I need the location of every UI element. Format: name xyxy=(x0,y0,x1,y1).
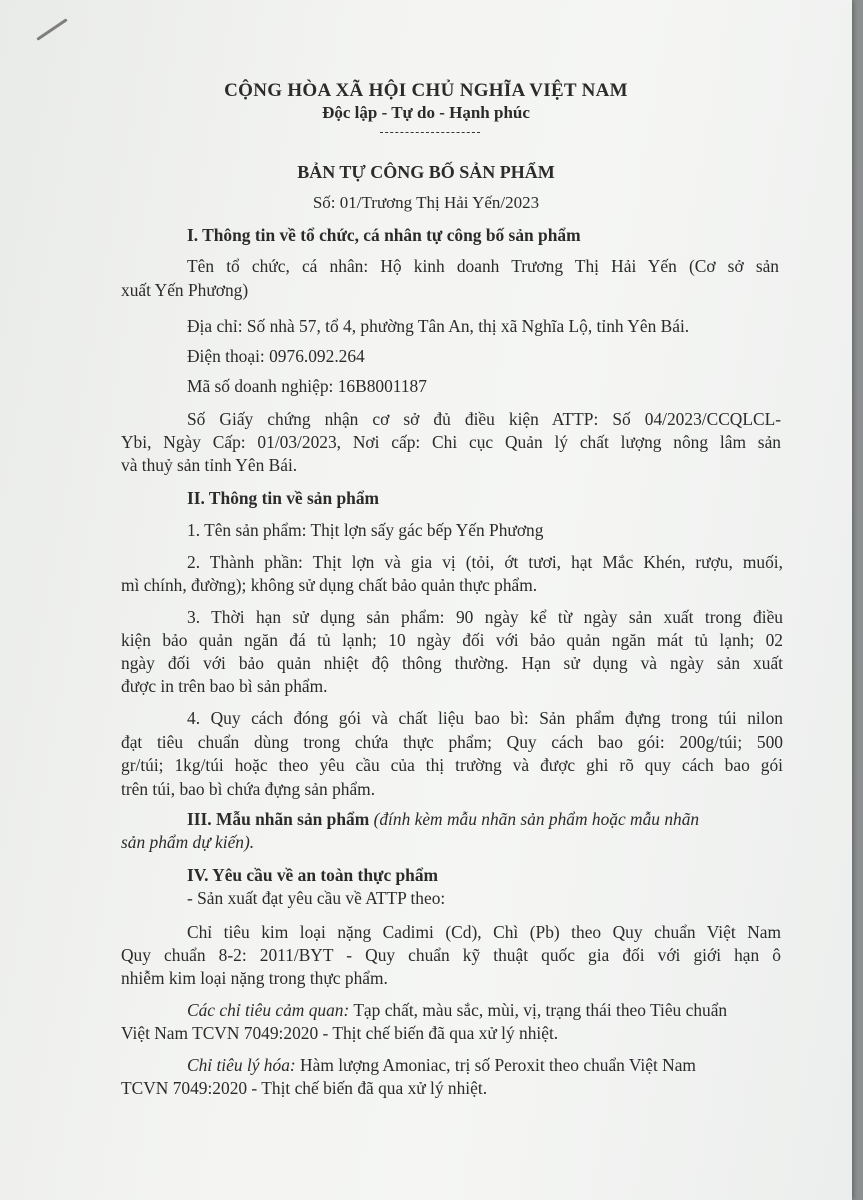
section1-heading: I. Thông tin về tổ chức, cá nhân tự công bố sản phẩm xyxy=(187,225,581,245)
heavy-metal-line1: Chỉ tiêu kim loại nặng Cadimi (Cd), Chì (Pb) theo Quy chuẩn Việt Nam xyxy=(187,922,781,942)
document-title: BẢN TỰ CÔNG BỐ SẢN PHẨM xyxy=(297,162,555,182)
ingredients-line2: mì chính, đường); không sử dụng chất bảo quản thực phẩm. xyxy=(121,575,538,595)
cert-line1: Số Giấy chứng nhận cơ sở đủ điều kiện ATTP: Số 04/2023/CCQLCL- xyxy=(187,409,781,429)
business-code: Mã số doanh nghiệp: 16B8001187 xyxy=(187,376,427,396)
org-name-line1: Tên tổ chức, cá nhân: Hộ kinh doanh Trương Thị Hải Yến (Cơ sở sản xyxy=(187,256,779,276)
safety-intro: - Sản xuất đạt yêu cầu về ATTP theo: xyxy=(187,888,446,908)
shelf-life-line1: 3. Thời hạn sử dụng sản phẩm: 90 ngày kể từ ngày sản xuất trong điều xyxy=(187,607,783,627)
org-name-line2: xuất Yến Phương) xyxy=(121,280,249,300)
label-note-line2: sản phẩm dự kiến). xyxy=(121,832,255,852)
section4-heading: IV. Yêu cầu về an toàn thực phẩm xyxy=(187,865,439,885)
section3-line1 xyxy=(187,808,699,830)
divider xyxy=(380,132,480,133)
packaging-line4: trên túi, bao bì chứa đựng sản phẩm. xyxy=(121,779,376,799)
sensory-line2: Việt Nam TCVN 7049:2020 - Thịt chế biến đã qua xử lý nhiệt. xyxy=(121,1023,559,1043)
product-name: 1. Tên sản phẩm: Thịt lợn sấy gác bếp Yến Phương xyxy=(187,520,544,540)
sensory-text: Tạp chất, màu sắc, mùi, vị, trạng thái theo Tiêu chuẩn xyxy=(349,1000,728,1020)
shelf-life-line2: kiện bảo quản ngăn đá tủ lạnh; 10 ngày đối với bảo quản ngăn mát tủ lạnh; 02 xyxy=(121,630,783,650)
packaging-line2: đạt tiêu chuẩn dùng trong chứa thực phẩm; Quy cách bao gói: 200g/túi; 500 xyxy=(121,732,783,752)
chem-line1 xyxy=(187,1054,696,1076)
heavy-metal-line3: nhiễm kim loại nặng trong thực phẩm. xyxy=(121,968,388,988)
national-motto: Độc lập - Tự do - Hạnh phúc xyxy=(322,103,530,122)
sensory-line1 xyxy=(187,999,727,1021)
packaging-line1: 4. Quy cách đóng gói và chất liệu bao bì: Sản phẩm đựng trong túi nilon xyxy=(187,708,783,728)
heavy-metal-line2: Quy chuẩn 8-2: 2011/BYT - Quy chuẩn kỹ thuật quốc gia đối với giới hạn ô xyxy=(121,945,781,965)
section2-heading: II. Thông tin về sản phẩm xyxy=(187,488,380,508)
cert-line3: và thuỷ sản tỉnh Yên Bái. xyxy=(121,455,298,475)
address: Địa chỉ: Số nhà 57, tổ 4, phường Tân An, thị xã Nghĩa Lộ, tỉnh Yên Bái. xyxy=(187,316,690,336)
chem-line2: TCVN 7049:2020 - Thịt chế biến đã qua xử lý nhiệt. xyxy=(121,1078,488,1098)
pen-mark xyxy=(36,18,68,41)
ingredients-line1: 2. Thành phần: Thịt lợn và gia vị (tỏi, ớt tươi, hạt Mắc Khén, rượu, muối, xyxy=(187,552,783,572)
shelf-life-line3: ngày đối với bảo quản nhiệt độ thông thường. Hạn sử dụng và ngày sản xuất xyxy=(121,653,783,673)
document-number: Số: 01/Trương Thị Hải Yến/2023 xyxy=(312,193,540,212)
packaging-line3: gr/túi; 1kg/túi hoặc theo yêu cầu của thị trường và được ghi rõ quy cách bao gói xyxy=(121,755,783,775)
phone: Điện thoại: 0976.092.264 xyxy=(187,346,365,366)
shelf-life-line4: được in trên bao bì sản phẩm. xyxy=(121,676,328,696)
nation-heading: CỘNG HÒA XÃ HỘI CHỦ NGHĨA VIỆT NAM xyxy=(224,80,628,101)
section3-heading: III. Mẫu nhãn sản phẩm xyxy=(187,809,370,829)
sensory-label: Các chỉ tiêu cảm quan: xyxy=(187,1000,350,1020)
label-note-line1: (đính kèm mẫu nhãn sản phẩm hoặc mẫu nhãn xyxy=(373,809,700,829)
cert-line2: Ybi, Ngày Cấp: 01/03/2023, Nơi cấp: Chi cục Quản lý chất lượng nông lâm sản xyxy=(121,432,781,452)
chem-text: Hàm lượng Amoniac, trị số Peroxit theo chuẩn Việt Nam xyxy=(295,1055,696,1075)
chem-label: Chỉ tiêu lý hóa: xyxy=(187,1055,296,1075)
